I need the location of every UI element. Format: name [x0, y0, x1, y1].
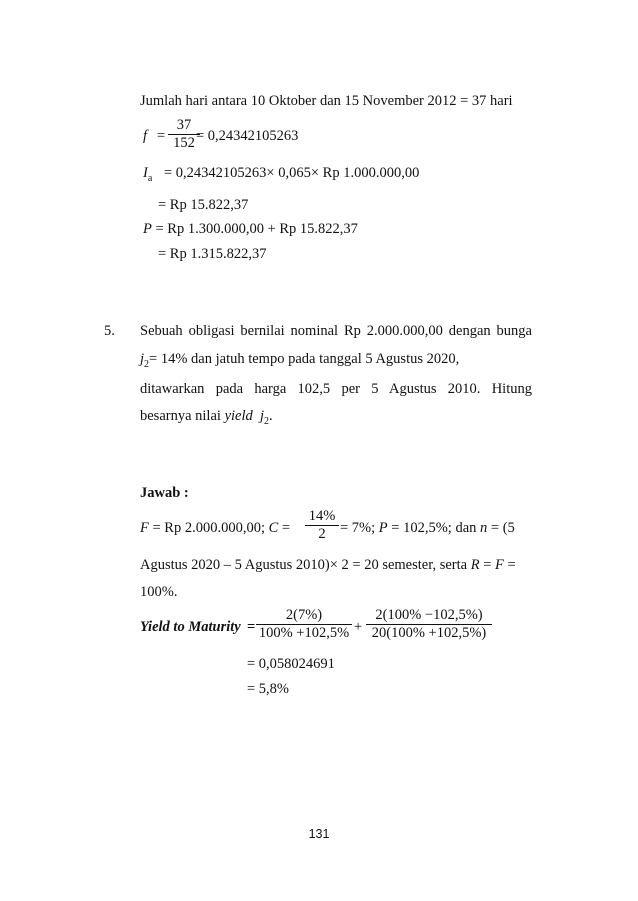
- answer-heading: Jawab :: [140, 485, 189, 501]
- ia-line: [143, 164, 152, 188]
- f-result: = 0,24342105263: [196, 128, 299, 144]
- p-line: [143, 220, 358, 238]
- ytm-result-2: = 5,8%: [247, 681, 290, 697]
- j2-subscript: 2: [144, 359, 150, 370]
- f-numerator: 37: [176, 117, 192, 133]
- problem-line-4-end: .: [269, 408, 273, 424]
- ia-result: = Rp 15.822,37: [158, 197, 249, 213]
- problem-line-1: Sebuah obligasi bernilai nominal Rp 2.000.000,00 dengan bunga: [140, 323, 532, 339]
- coupon-numerator: 14%: [308, 508, 336, 524]
- ia-expression: = 0,24342105263× 0,065× Rp 1.000.000,00: [164, 165, 420, 181]
- problem-number: 5.: [104, 323, 115, 339]
- F-variable-2: F: [495, 557, 504, 573]
- ytm-label: Yield to Maturity: [140, 619, 241, 635]
- ytm-denominator-1: 100% +102,5%: [256, 624, 352, 642]
- page-number: 131: [308, 827, 330, 841]
- coupon-result: = 7%;: [340, 520, 379, 536]
- problem-line-2: [140, 350, 532, 374]
- R-end: =: [503, 557, 516, 573]
- ia-variable: I: [143, 165, 148, 181]
- problem-line-4-text: besarnya nilai: [140, 408, 225, 424]
- R-equals: =: [479, 557, 496, 573]
- f-equals: =: [157, 128, 166, 144]
- coupon-fraction: [305, 508, 339, 543]
- ytm-numerator-1: 2(7%): [285, 607, 323, 623]
- j2-variable: j: [140, 351, 145, 367]
- C-variable: C: [268, 520, 279, 536]
- n-value: = (5: [487, 520, 515, 536]
- ytm-fraction-2: [366, 607, 492, 642]
- problem-line-4: [140, 407, 273, 431]
- ytm-result-1: = 0,058024691: [247, 656, 335, 672]
- answer-line-2: [140, 556, 516, 574]
- f-denominator: 152: [168, 134, 200, 152]
- coupon-denominator: 2: [305, 525, 339, 543]
- problem-line-3: ditawarkan pada harga 102,5 per 5 Agustus 2010. Hitung: [140, 381, 532, 397]
- p-expression: = Rp 1.300.000,00 + Rp 15.822,37: [151, 221, 358, 237]
- F-value: = Rp 2.000.000,00;: [148, 520, 269, 536]
- yield-j-variable: j: [260, 408, 265, 424]
- ytm-numerator-2: 2(100% −102,5%): [375, 607, 483, 623]
- yield-word: yield: [224, 408, 253, 424]
- problem-line-2-rest: = 14% dan jatuh tempo pada tanggal 5 Agustus 2020,: [149, 351, 460, 367]
- ytm-denominator-2: 20(100% +102,5%): [366, 624, 492, 642]
- ia-subscript: a: [147, 173, 153, 184]
- ytm-plus: +: [354, 619, 363, 635]
- f-variable: f: [143, 128, 148, 144]
- F-variable: F: [140, 520, 149, 536]
- ytm-fraction-1: [256, 607, 352, 642]
- semester-text: Agustus 2020 – 5 Agustus 2010)× 2 = 20 semester, serta: [140, 557, 471, 573]
- ytm-equals: =: [247, 619, 256, 635]
- C-equals: =: [278, 520, 291, 536]
- n-variable: n: [480, 520, 488, 536]
- p-result: = Rp 1.315.822,37: [158, 246, 267, 262]
- yield-j-subscript: 2: [264, 416, 270, 427]
- R-variable: R: [470, 557, 480, 573]
- answer-line-1-right: [340, 519, 515, 537]
- days-between-line: Jumlah hari antara 10 Oktober dan 15 November 2012 = 37 hari: [140, 93, 513, 109]
- p-variable: P: [143, 221, 152, 237]
- answer-line-1-left: [140, 519, 290, 537]
- P-value: = 102,5%; dan: [387, 520, 481, 536]
- P-variable: P: [378, 520, 388, 536]
- answer-line-3: 100%.: [140, 584, 178, 600]
